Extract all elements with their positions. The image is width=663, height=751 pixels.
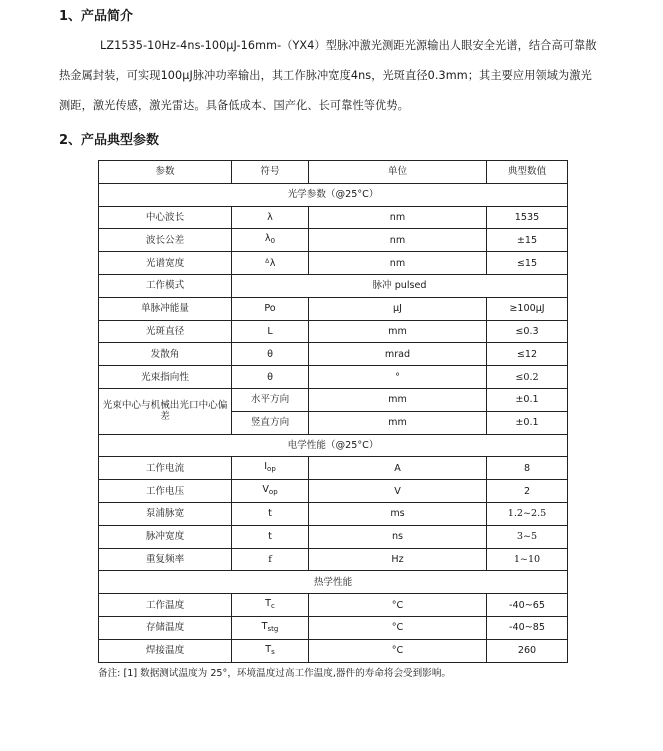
symbol-subscript: c xyxy=(271,602,275,611)
symbol-main: T xyxy=(261,620,268,632)
header-param: 参数 xyxy=(99,161,232,184)
group-title-thermal: 热学性能 xyxy=(99,571,568,594)
unit-cell: ns xyxy=(309,525,487,548)
table-row xyxy=(99,206,568,229)
param-cell: 存储温度 xyxy=(99,616,232,639)
unit-cell: ° xyxy=(309,366,487,389)
param-cell: 脉冲宽度 xyxy=(99,525,232,548)
symbol-cell: 水平方向 xyxy=(232,388,309,411)
symbol-cell: λ xyxy=(232,206,309,229)
value-cell: ±0.1 xyxy=(487,388,568,411)
value-cell: 8 xyxy=(487,457,568,480)
symbol-main: T xyxy=(265,598,271,610)
value-cell: -40~85 xyxy=(487,616,568,639)
param-cell: 光束中心与机械出光口中心偏差 xyxy=(99,388,232,434)
header-symbol: 符号 xyxy=(232,161,309,184)
parameter-table xyxy=(98,160,568,663)
section-1-title: 1、产品简介 xyxy=(59,9,134,24)
value-cell: 260 xyxy=(487,639,568,662)
merged-value-cell: 脉冲 pulsed xyxy=(232,274,568,297)
symbol-cell xyxy=(232,480,309,503)
value-cell: ±15 xyxy=(487,229,568,252)
param-cell: 单脉冲能量 xyxy=(99,297,232,320)
value-cell: -40~65 xyxy=(487,594,568,617)
value-cell: ≤0.2 xyxy=(487,366,568,389)
symbol-subscript: s xyxy=(271,647,275,656)
symbol-cell xyxy=(232,457,309,480)
group-row-thermal xyxy=(99,571,568,594)
symbol-cell: θ xyxy=(232,366,309,389)
unit-cell: mrad xyxy=(309,343,487,366)
symbol-cell xyxy=(232,229,309,252)
group-title-optical: 光学参数（@25°C） xyxy=(99,183,568,206)
symbol-main: λ xyxy=(264,233,271,245)
unit-cell: mm xyxy=(309,411,487,434)
intro-line-2: 热金属封装，可实现100μJ脉冲功率输出，其工作脉冲宽度4ns，光斑直径0.3mm；其主要应用领域为激光 xyxy=(59,69,592,82)
unit-cell: °C xyxy=(309,594,487,617)
footnote: 备注: [1] 数据测试温度为 25°，环境温度过高工作温度,器件的寿命将会受到影响。 xyxy=(98,668,452,679)
symbol-cell: θ xyxy=(232,343,309,366)
intro-line-1: LZ1535-10Hz-4ns-100μJ-16mm-（YX4）型脉冲激光测距光源输出人眼安全光谱，结合高可靠散 xyxy=(100,39,597,52)
intro-line-3: 测距，激光传感，激光雷达。具备低成本、国产化、长可靠性等优势。 xyxy=(59,99,409,112)
symbol-subscript: stg xyxy=(267,624,279,633)
symbol-cell xyxy=(232,616,309,639)
unit-cell: nm xyxy=(309,229,487,252)
unit-cell: Hz xyxy=(309,548,487,571)
table-row xyxy=(99,548,568,571)
param-cell: 光谱宽度 xyxy=(99,252,232,275)
table-row xyxy=(99,502,568,525)
group-row-electrical xyxy=(99,434,568,457)
param-cell: 工作模式 xyxy=(99,274,232,297)
unit-cell: mm xyxy=(309,320,487,343)
param-cell: 工作电压 xyxy=(99,480,232,503)
param-cell: 光斑直径 xyxy=(99,320,232,343)
table-row xyxy=(99,457,568,480)
symbol-cell xyxy=(232,594,309,617)
symbol-subscript: op xyxy=(267,465,276,474)
table-row xyxy=(99,320,568,343)
table-row xyxy=(99,229,568,252)
unit-cell: nm xyxy=(309,206,487,229)
param-cell: 重复频率 xyxy=(99,548,232,571)
symbol-subscript: op xyxy=(268,488,278,497)
unit-cell: mm xyxy=(309,388,487,411)
table-row xyxy=(99,343,568,366)
unit-cell: μJ xyxy=(309,297,487,320)
symbol-main: T xyxy=(265,643,272,655)
table-row xyxy=(99,388,568,411)
product-intro xyxy=(59,31,625,121)
symbol-cell xyxy=(232,639,309,662)
value-cell: ≥100μJ xyxy=(487,297,568,320)
table-row xyxy=(99,525,568,548)
symbol-cell: t xyxy=(232,525,309,548)
unit-cell: nm xyxy=(309,252,487,275)
value-cell: 1.2~2.5 xyxy=(487,502,568,525)
symbol-main: V xyxy=(262,484,269,496)
unit-cell: ms xyxy=(309,502,487,525)
symbol-subscript: 0 xyxy=(270,237,276,246)
param-cell: 泵浦脉宽 xyxy=(99,502,232,525)
param-cell: 工作电流 xyxy=(99,457,232,480)
value-cell: ±0.1 xyxy=(487,411,568,434)
symbol-cell: 竖直方向 xyxy=(232,411,309,434)
value-cell: ≤15 xyxy=(487,252,568,275)
group-title-electrical: 电学性能（@25°C） xyxy=(99,434,568,457)
param-cell: 中心波长 xyxy=(99,206,232,229)
group-row-optical xyxy=(99,183,568,206)
table-header-row xyxy=(99,161,568,184)
unit-cell: V xyxy=(309,480,487,503)
param-cell: 波长公差 xyxy=(99,229,232,252)
unit-cell: °C xyxy=(309,616,487,639)
value-cell: 1535 xyxy=(487,206,568,229)
param-cell: 发散角 xyxy=(99,343,232,366)
value-cell: ≤0.3 xyxy=(487,320,568,343)
header-value: 典型数值 xyxy=(487,161,568,184)
section-2-title: 2、产品典型参数 xyxy=(59,133,160,148)
symbol-cell: f xyxy=(232,548,309,571)
symbol-cell: ᐞλ xyxy=(232,252,309,275)
param-cell: 工作温度 xyxy=(99,594,232,617)
value-cell: ≤12 xyxy=(487,343,568,366)
table-row xyxy=(99,274,568,297)
value-cell: 3~5 xyxy=(487,525,568,548)
table-row xyxy=(99,252,568,275)
table-row xyxy=(99,639,568,662)
value-cell: 1~10 xyxy=(487,548,568,571)
table-row xyxy=(99,480,568,503)
header-unit: 单位 xyxy=(309,161,487,184)
symbol-cell: L xyxy=(232,320,309,343)
unit-cell: A xyxy=(309,457,487,480)
symbol-main: I xyxy=(264,461,268,473)
value-cell: 2 xyxy=(487,480,568,503)
param-cell: 焊接温度 xyxy=(99,639,232,662)
table-row xyxy=(99,366,568,389)
table-row xyxy=(99,297,568,320)
symbol-cell: t xyxy=(232,502,309,525)
param-cell: 光束指向性 xyxy=(99,366,232,389)
table-row xyxy=(99,616,568,639)
table-row xyxy=(99,594,568,617)
unit-cell: °C xyxy=(309,639,487,662)
symbol-cell: Po xyxy=(232,297,309,320)
